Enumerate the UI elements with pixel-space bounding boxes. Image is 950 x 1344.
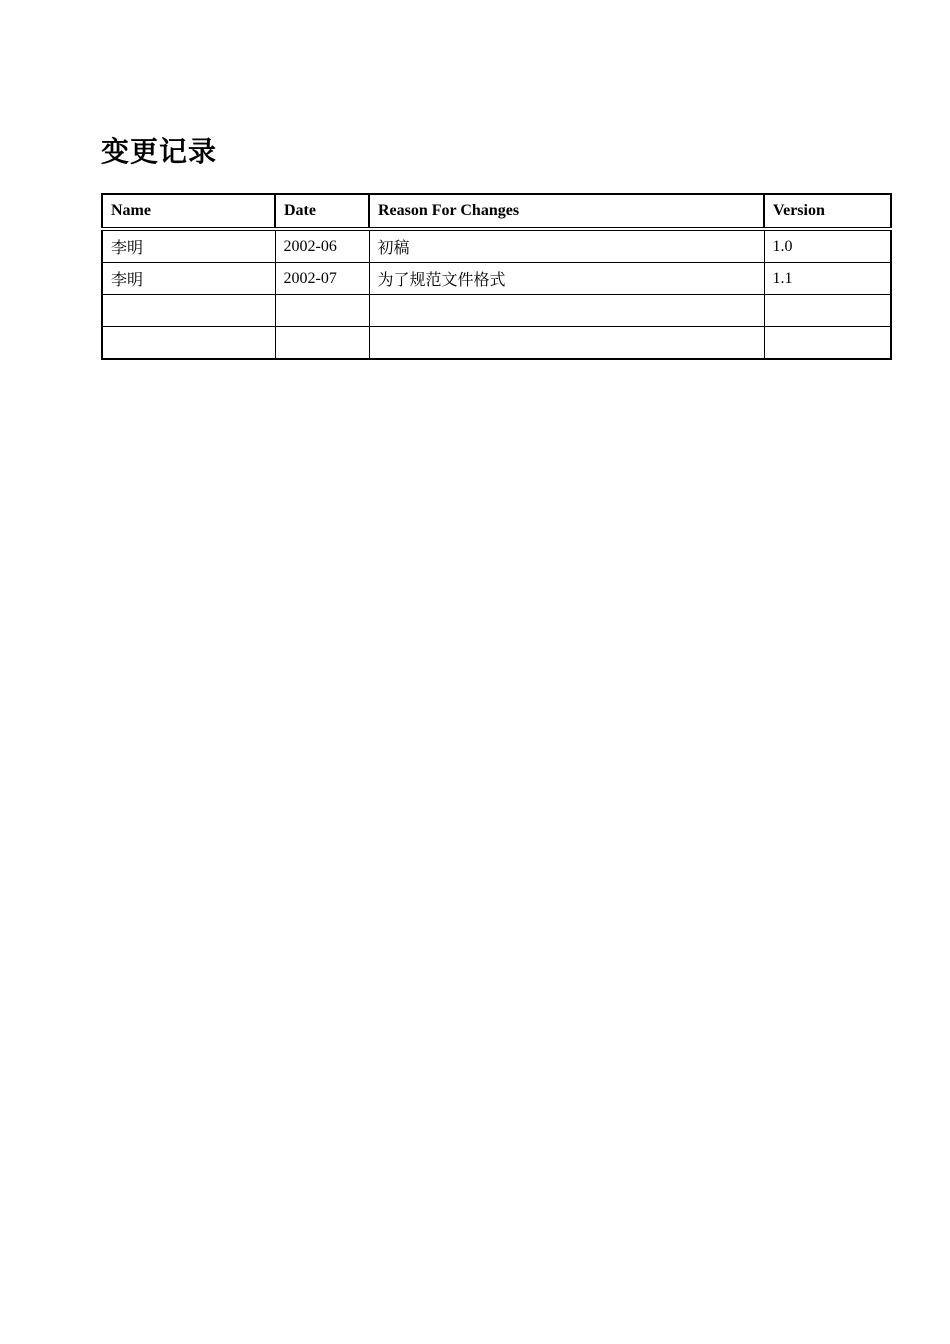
table-row (102, 229, 891, 263)
cell-version: 1.1 (764, 263, 891, 295)
cell-version (764, 295, 891, 327)
cell-name: 李明 (102, 229, 275, 263)
cell-reason: 为了规范文件格式 (369, 263, 764, 295)
column-header-date: Date (275, 194, 369, 229)
page-title: 变更记录 (101, 135, 218, 168)
cell-name: 李明 (102, 263, 275, 295)
cell-name (102, 327, 275, 360)
table-row (102, 263, 891, 295)
table-header-row (102, 194, 891, 229)
cell-name (102, 295, 275, 327)
cell-reason (369, 327, 764, 360)
cell-date (275, 295, 369, 327)
cell-reason: 初稿 (369, 229, 764, 263)
table-row (102, 295, 891, 327)
column-header-reason: Reason For Changes (369, 194, 764, 229)
column-header-name: Name (102, 194, 275, 229)
cell-date (275, 327, 369, 360)
cell-date: 2002-07 (275, 263, 369, 295)
table-row (102, 327, 891, 360)
cell-version (764, 327, 891, 360)
column-header-version: Version (764, 194, 891, 229)
cell-reason (369, 295, 764, 327)
cell-date: 2002-06 (275, 229, 369, 263)
cell-version: 1.0 (764, 229, 891, 263)
change-history-table (101, 193, 892, 360)
